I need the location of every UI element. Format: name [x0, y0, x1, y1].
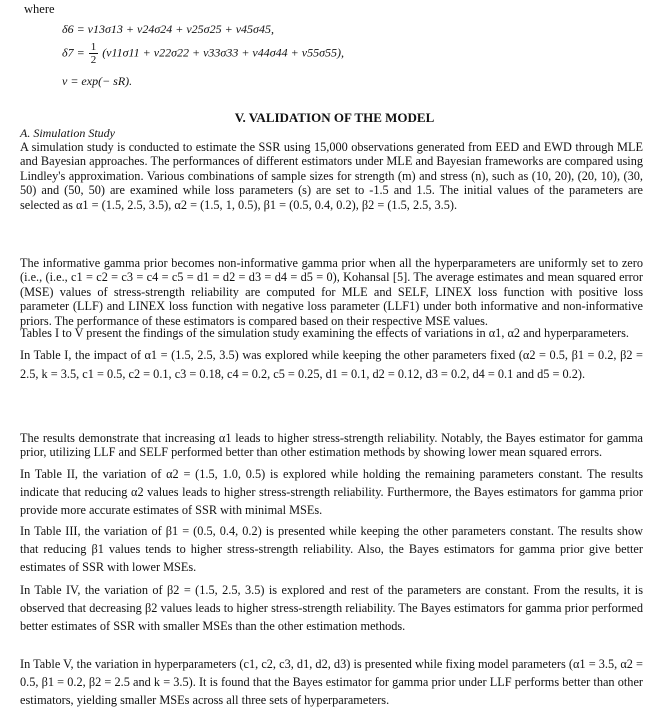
paragraph-tables-overview: Tables I to V present the findings of the simulation study examining the effects of variations in α1, α2 and hyperparameters. — [20, 326, 629, 340]
paragraph-priors: The informative gamma prior becomes non-informative gamma prior when all the hyperparameters are uniformly set to zero (i.e., (i.e., c1 = c2 = c3 = c4 = c5 = d1 = d2 = d3 = d4 = d5 = 0), Kohansal [5]. The average estimates and mean squared error (MSE) values of stress-strength reliability are computed for MLE and SELF, LINEX loss function with positive loss parameter (LLF) and LINEX loss function with negative loss parameter (LLF1) under both informative and non-informative priors. The performance of these estimators is compared based on their respective MSE values. — [20, 256, 643, 328]
equation-delta7 — [62, 41, 344, 66]
fraction-denominator: 2 — [90, 54, 97, 66]
equation-delta6: δ6 = ν13σ13 + ν24σ24 + ν25σ25 + ν45σ45, — [62, 22, 274, 36]
equation-delta7-lhs: δ7 = — [62, 45, 85, 60]
fraction-one-half — [89, 41, 99, 66]
paragraph-table-3: In Table III, the variation of β1 = (0.5, 0.4, 0.2) is presented while keeping the other parameters constant. The results show that reducing β1 values tends to higher stress-strength reliability. Also, the Bayes estimators for gamma prior give better estimates of SSR with lower MSEs. — [20, 524, 643, 574]
intro-word: where — [24, 2, 55, 16]
paragraph-table-5: In Table V, the variation in hyperparameters (c1, c2, c3, d1, d2, d3) is presented while fixing model parameters (α1 = 3.5, α2 = 0.5, β1 = 0.2, β2 = 2.5 and k = 3.5). It is found that the Bayes estimator for gamma prior under LLF performs better than other estimators, yielding smaller MSEs across all three sets of hyperparameters. — [20, 657, 643, 707]
equation-v: v = exp(− sR). — [62, 74, 133, 88]
equation-delta7-rhs: (ν11σ11 + ν22σ22 + ν33σ33 + ν44σ44 + ν55σ55), — [102, 45, 345, 60]
paragraph-table-1-results: The results demonstrate that increasing α1 leads to higher stress-strength reliability. Notably, the Bayes estimator for gamma prior, utilizing LLF and SELF performed better than other estimation methods by showing lower mean squared errors. — [20, 431, 643, 460]
fraction-numerator: 1 — [90, 41, 97, 53]
paragraph-table-4: In Table IV, the variation of β2 = (1.5, 2.5, 3.5) is explored and rest of the parameters are constant. From the results, it is observed that decreasing β2 values leads to higher stress-strength reliability. The Bayes estimators for gamma prior performed better estimates of SSR with smaller MSEs than the other estimation methods. — [20, 583, 643, 633]
section-title: V. VALIDATION OF THE MODEL — [234, 110, 435, 125]
paragraph-table-2: In Table II, the variation of α2 = (1.5, 1.0, 0.5) is explored while holding the remaining parameters constant. The results indicate that reducing α2 values leads to higher stress-strength reliability. Furthermore, the Bayes estimators for gamma prior provide more accurate estimates of SSR with minimal MSEs. — [20, 467, 643, 517]
paragraph-table-1: In Table I, the impact of α1 = (1.5, 2.5, 3.5) was explored while keeping the other parameters fixed (α2 = 0.5, β1 = 0.2, β2 = 2.5, k = 3.5, c1 = 0.5, c2 = 0.1, c3 = 0.18, c4 = 0.2, c5 = 0.25, d1 = 0.1, d2 = 0.12, d3 = 0.2, d4 = 0.1 and d5 = 0.2). — [20, 348, 643, 381]
paragraph-simulation-setup: A simulation study is conducted to estimate the SSR using 15,000 observations generated from EED and EWD through MLE and Bayesian approaches. The performances of different estimators under MLE and Bayesian frameworks are compared using Lindley's approximation. Various combinations of sample sizes for strength (m) and stress (n), such as (10, 20), (20, 10), (30, 50) and (50, 50) are examined while loss parameters (s) are set to -1.5 and 1.5. The initial values of the parameters are selected as α1 = (1.5, 2.5, 3.5), α2 = (1.5, 1, 0.5), β1 = (0.5, 0.4, 0.2), β2 = (1.5, 2.5, 3.5). — [20, 140, 643, 212]
subsection-title: A. Simulation Study — [20, 126, 115, 140]
